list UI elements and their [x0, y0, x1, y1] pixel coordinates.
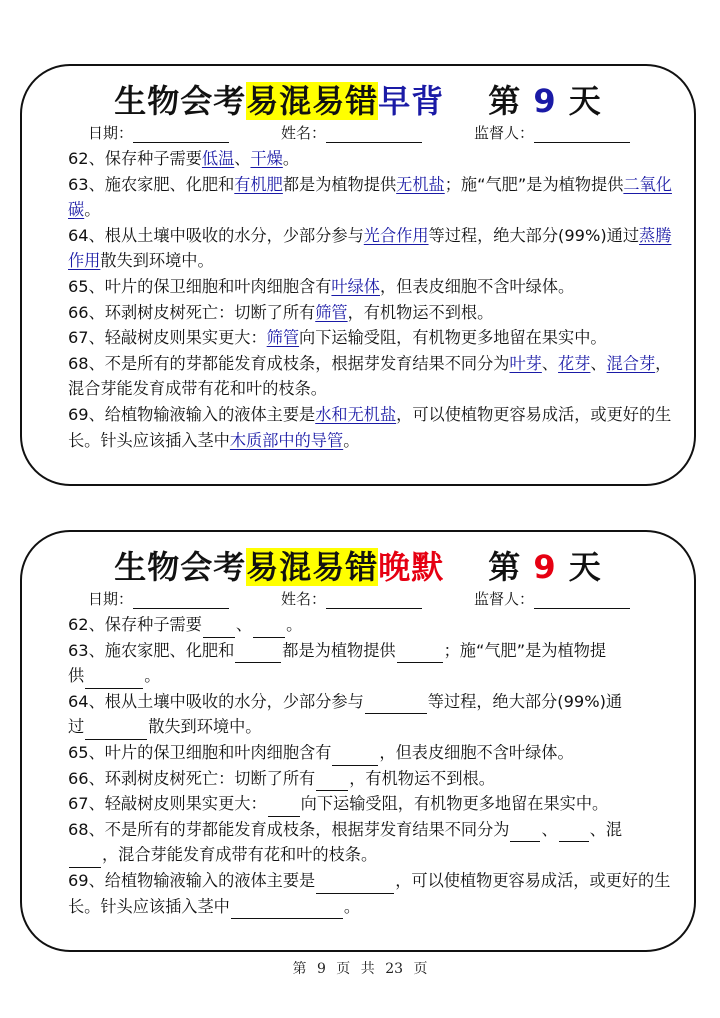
- supervisor-label: 监督人：: [474, 124, 535, 142]
- blank-field[interactable]: [397, 644, 443, 663]
- question-62: 62、保存种子需要 、 。: [68, 612, 678, 638]
- answer: 筛管: [266, 328, 300, 348]
- question-67: 67、轻敲树皮则果实更大：筛管向下运输受阻，有机物更多地留在果实中。: [68, 328, 607, 348]
- supervisor-field[interactable]: [534, 592, 630, 609]
- supervisor-field[interactable]: [534, 126, 630, 143]
- day-number: 9: [533, 548, 557, 586]
- answer: 叶芽: [509, 353, 542, 373]
- question-66: 66、环剥树皮树死亡：切断了所有 ，有机物运不到根。: [68, 766, 678, 792]
- card-title: [22, 76, 694, 122]
- date-label: 日期：: [88, 590, 134, 608]
- title-mode: 早背: [378, 82, 445, 120]
- blank-field[interactable]: [203, 619, 235, 638]
- question-64: 64、根从土壤中吸收的水分，少部分参与 等过程，绝大部分(99%)通 过 散失到环境中。: [68, 689, 678, 740]
- answer: 低温: [201, 149, 235, 168]
- supervisor-label: 监督人：: [474, 590, 535, 608]
- blank-field[interactable]: [316, 875, 394, 894]
- blank-field[interactable]: [85, 670, 143, 689]
- blank-field[interactable]: [85, 721, 147, 740]
- question-66: 66、环剥树皮树死亡：切断了所有筛管，有机物运不到根。: [68, 302, 494, 322]
- question-62: 62、保存种子需要低温、干燥。: [68, 149, 300, 168]
- answer: 筛管: [315, 302, 348, 322]
- day-number: 9: [533, 82, 557, 120]
- page-footer: 第 9 页 共 23 页: [292, 961, 428, 977]
- question-69: 69、给植物输液输入的液体主要是水和无机盐，可以使植物更容易成活，或更好的生长。针头应该插入茎中木质部中的导管。: [68, 404, 672, 450]
- question-64: 64、根从土壤中吸收的水分，少部分参与光合作用等过程，绝大部分(99%)通过蒸腾作用散失到环境中。: [68, 225, 672, 271]
- question-67: 67、轻敲树皮则果实更大： 向下运输受阻，有机物更多地留在果实中。: [68, 791, 678, 817]
- answer: 有机肥: [234, 174, 283, 194]
- question-63: 63、施农家肥、化肥和 都是为植物提供 ；施“气肥”是为植物提 供 。: [68, 638, 678, 689]
- answer: 干燥: [250, 149, 283, 168]
- blank-field[interactable]: [510, 823, 540, 842]
- blank-field[interactable]: [316, 772, 348, 791]
- question-list: [68, 146, 678, 453]
- answer: 水和无机盐: [315, 404, 397, 424]
- blank-field[interactable]: [235, 644, 281, 663]
- question-list: [68, 612, 678, 919]
- day-label: 第 9 天: [488, 548, 602, 586]
- date-field[interactable]: [133, 126, 229, 143]
- answer: 二氧化碳: [68, 174, 672, 220]
- title-subject: 生物会考: [114, 82, 247, 120]
- name-label: 姓名：: [281, 124, 327, 142]
- blank-field[interactable]: [559, 823, 589, 842]
- meta-row: [88, 122, 630, 143]
- answer: 无机盐: [396, 174, 445, 194]
- blank-field[interactable]: [365, 695, 427, 714]
- meta-row: [88, 588, 630, 609]
- blank-field[interactable]: [69, 849, 101, 868]
- blank-field[interactable]: [268, 798, 300, 817]
- question-68: 68、不是所有的芽都能发育成枝条，根据芽发育结果不同分为 、 、混 ，混合芽能发育成带有花和叶的枝条。: [68, 817, 678, 868]
- answer: 木质部中的导管: [229, 430, 344, 450]
- question-68: 68、不是所有的芽都能发育成枝条，根据芽发育结果不同分为叶芽、花芽、混合芽，混合芽能发育成带有花和叶的枝条。: [68, 353, 672, 399]
- morning-card: [20, 64, 696, 486]
- blank-field[interactable]: [231, 900, 343, 919]
- evening-card: [20, 530, 696, 952]
- question-65: 65、叶片的保卫细胞和叶肉细胞含有 ，但表皮细胞不含叶绿体。: [68, 740, 678, 766]
- question-63: 63、施农家肥、化肥和有机肥都是为植物提供无机盐；施“气肥”是为植物提供二氧化碳。: [68, 174, 672, 220]
- answer: 混合芽: [606, 353, 656, 373]
- answer: 花芽: [558, 353, 591, 373]
- title-highlight: 易混易错: [246, 82, 379, 120]
- card-title: [22, 542, 694, 588]
- answer: 叶绿体: [331, 276, 380, 296]
- name-field[interactable]: [326, 592, 422, 609]
- day-label: 第 9 天: [488, 82, 602, 120]
- answer: 光合作用: [363, 225, 429, 245]
- title-highlight: 易混易错: [246, 548, 379, 586]
- question-69: 69、给植物输液输入的液体主要是 ，可以使植物更容易成活，或更好的生长。针头应该插入茎中 。: [68, 868, 678, 919]
- date-field[interactable]: [133, 592, 229, 609]
- title-mode: 晚默: [378, 548, 445, 586]
- answer: 蒸腾作用: [68, 225, 672, 271]
- blank-field[interactable]: [253, 619, 285, 638]
- question-65: 65、叶片的保卫细胞和叶肉细胞含有叶绿体，但表皮细胞不含叶绿体。: [68, 276, 575, 296]
- name-field[interactable]: [326, 126, 422, 143]
- name-label: 姓名：: [281, 590, 327, 608]
- title-subject: 生物会考: [114, 548, 247, 586]
- date-label: 日期：: [88, 124, 134, 142]
- blank-field[interactable]: [332, 747, 378, 766]
